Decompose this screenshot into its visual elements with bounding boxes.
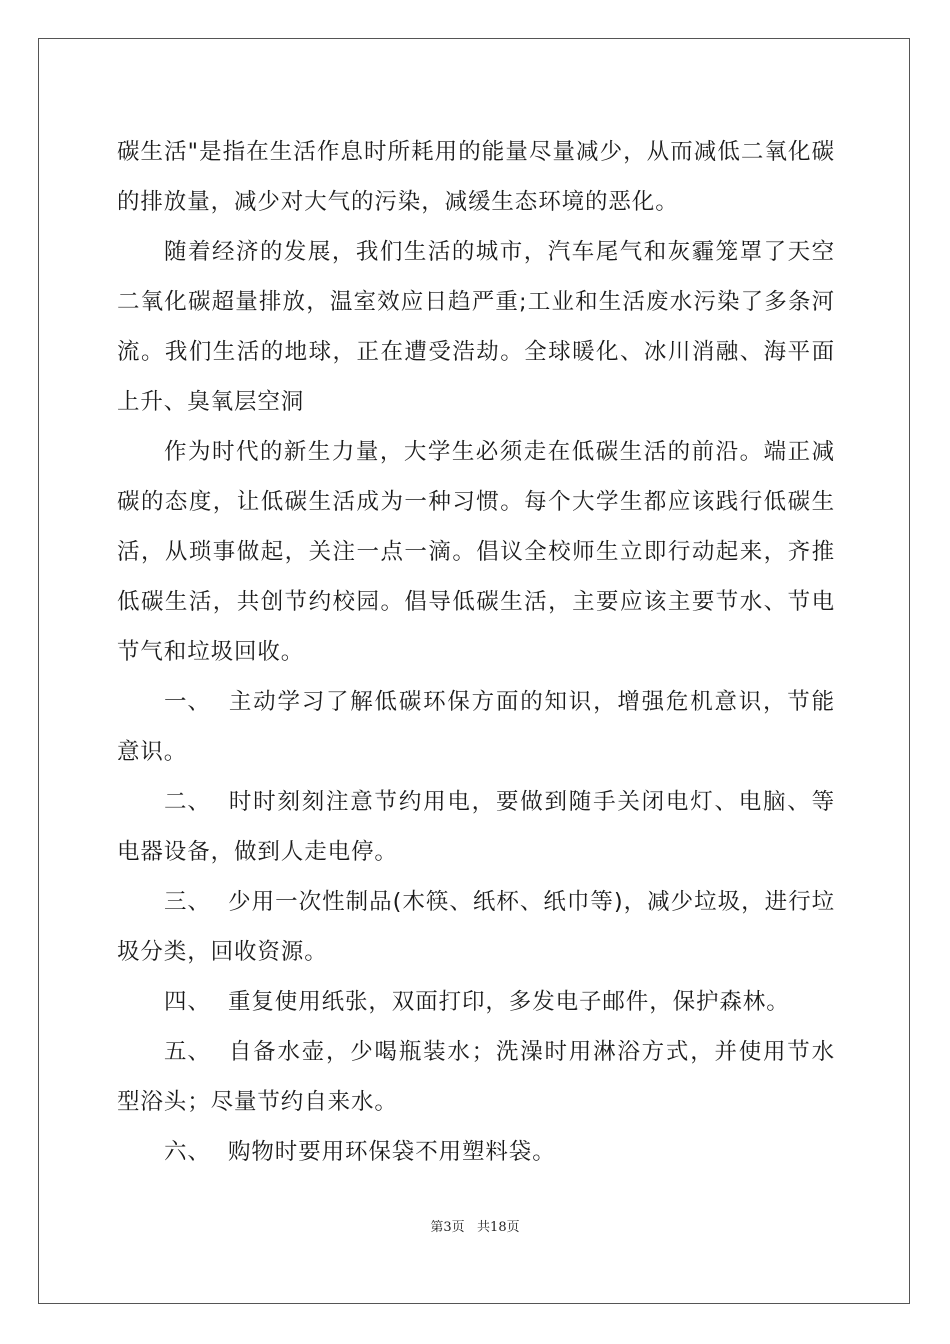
- paragraph-3: 作为时代的新生力量，大学生必须走在低碳生活的前沿。端正减碳的态度，让低碳生活成为一种习惯。每个大学生都应该践行低碳生活，从琐事做起，关注一点一滴。倡议全校师生立即行动起来，齐推低碳生活，共创节约校园。倡导低碳生活，主要应该主要节水、节电节气和垃圾回收。: [117, 439, 835, 665]
- list-item-number: 六、: [164, 1139, 211, 1165]
- list-item-number: 三、: [164, 889, 211, 915]
- list-item-1: [117, 677, 835, 777]
- list-item-number: 四、: [164, 989, 211, 1015]
- list-item-text: 重复使用纸张，双面打印，多发电子邮件，保护森林。: [228, 989, 790, 1015]
- list-item-6: [117, 1127, 835, 1177]
- list-item-3: [117, 877, 835, 977]
- list-item-number: 五、: [164, 1039, 211, 1065]
- list-item-text: 时时刻刻注意节约用电，要做到随手关闭电灯、电脑、等电器设备，做到人走电停。: [117, 789, 835, 865]
- list-item-text: 少用一次性制品(木筷、纸杯、纸巾等)，减少垃圾，进行垃圾分类，回收资源。: [117, 889, 835, 965]
- list-item-4: [117, 977, 835, 1027]
- list-item-text: 自备水壶，少喝瓶装水；洗澡时用淋浴方式，并使用节水型浴头；尽量节约自来水。: [117, 1039, 835, 1115]
- paragraph-1: 碳生活"是指在生活作息时所耗用的能量尽量减少，从而减低二氧化碳的排放量，减少对大气的污染，减缓生态环境的恶化。: [117, 139, 835, 215]
- list-item-text: 购物时要用环保袋不用塑料袋。: [228, 1139, 556, 1165]
- paragraph-2: 随着经济的发展，我们生活的城市，汽车尾气和灰霾笼罩了天空二氧化碳超量排放，温室效应日趋严重;工业和生活废水污染了多条河流。我们生活的地球，正在遭受浩劫。全球暖化、冰川消融、海平面上升、臭氧层空洞: [117, 239, 835, 415]
- list-item-2: [117, 777, 835, 877]
- page-number-footer: 第3页 共18页: [430, 1220, 520, 1235]
- list-item-text: 主动学习了解低碳环保方面的知识，增强危机意识，节能意识。: [117, 689, 835, 765]
- document-body: [117, 127, 835, 1177]
- list-item-number: 二、: [164, 789, 211, 815]
- list-item-number: 一、: [164, 689, 211, 715]
- list-item-5: [117, 1027, 835, 1127]
